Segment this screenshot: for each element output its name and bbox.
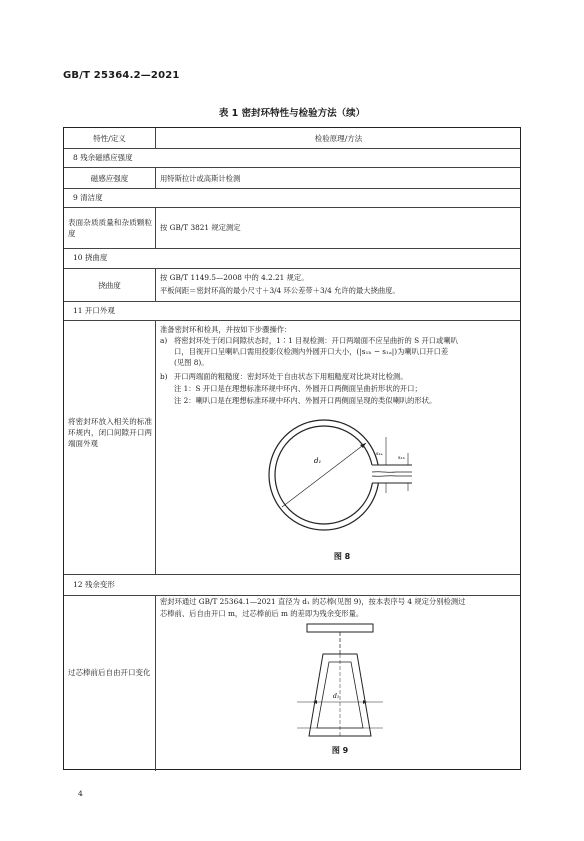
section-9-title-row <box>64 188 520 207</box>
section-11-a-marker: a) <box>160 336 168 345</box>
header-characteristic: 特性/定义 <box>93 134 126 143</box>
section-12-line1: 密封环通过 GB/T 25364.1—2021 直径为 d₁ 的芯棒(见图 9)，按本表序号 4 规定分别检测过 <box>160 597 466 606</box>
section-8-label: 磁感应强度 <box>90 174 129 183</box>
section-11-label: 将密封环放入相关的标准环规内，闭口间隙开口两端面外观 <box>68 417 152 448</box>
section-11-a-text2: 口，目视开口呈喇叭口需用投影仪检测内外圆开口大小，(|s₁ₕ − s₁ₐ|)为喇叭口开口差 <box>174 347 449 356</box>
section-11-a-line1 <box>160 335 516 346</box>
figure-8-ring-diagram <box>262 417 422 535</box>
section-12-label: 过芯棒前后自由开口变化 <box>68 668 151 677</box>
section-11-b-text: 开口两端面的粗糙度：密封环处于自由状态下用粗糙度对比块对比检测。 <box>174 372 408 381</box>
section-10-line1: 按 GB/T 1149.5—2008 中的 4.2.21 规定。 <box>160 273 309 282</box>
inspection-table <box>63 127 521 770</box>
section-11-b-marker: b) <box>160 372 168 381</box>
section-11-b-line <box>160 371 516 382</box>
section-10-label: 挠曲度 <box>98 281 121 290</box>
section-12-row <box>64 595 520 771</box>
section-11-intro: 准备密封环和检具，并按如下步骤操作： <box>160 325 292 334</box>
section-11-note1: 注 1：S 开口是在理想标准环规中环内、外圆开口两侧面呈曲折形状的开口； <box>174 384 422 393</box>
figure-8-dim-s1: s₁ₐ <box>376 451 383 457</box>
section-8-title: 8 残余磁感应强度 <box>73 153 133 162</box>
section-10-line2: 平板间距＝密封环高的最小尺寸＋3/4 环公差带＋3/4 允许的最大挠曲度。 <box>160 286 400 295</box>
figure-8-dim-s2: s₁ₕ <box>398 455 405 461</box>
figure-9-dim-d: d₁ <box>333 693 340 700</box>
section-11-a-text3: (见图 8)。 <box>174 358 209 367</box>
page-number: 4 <box>78 789 83 798</box>
figure-9-mandrel-diagram <box>297 624 387 740</box>
section-11-title: 11 开口外观 <box>73 306 115 315</box>
section-9-method: 按 GB/T 3821 规定测定 <box>160 223 241 232</box>
figure-8-dim-d: d₁ <box>314 457 322 465</box>
section-9-title: 9 清洁度 <box>73 193 103 202</box>
table-header-row <box>64 128 520 148</box>
section-8-title-row <box>64 148 520 167</box>
section-10-row <box>64 268 520 301</box>
section-11-title-row <box>64 301 520 320</box>
table-caption: 表 1 密封环特性与检验方法（续） <box>218 108 366 119</box>
figure-8-label: 图 8 <box>333 552 351 561</box>
section-10-title-row <box>64 248 520 268</box>
section-8-method: 用特斯拉计或高斯计检测 <box>160 174 241 183</box>
section-11-note2: 注 2：喇叭口是在理想标准环规中环内、外圆开口两侧面呈现的类似喇叭的形状。 <box>174 396 437 405</box>
standard-code: GB/T 25364.2—2021 <box>63 70 180 81</box>
section-12-title: 12 残余变形 <box>73 580 115 589</box>
section-8-row <box>64 167 520 188</box>
section-11-row <box>64 320 520 574</box>
section-10-title: 10 挠曲度 <box>73 253 108 262</box>
figure-9-label: 图 9 <box>331 746 349 755</box>
section-12-title-row <box>64 574 520 595</box>
header-method: 检验原理/方法 <box>314 134 363 143</box>
section-11-a-text1: 将密封环处于闭口间隙状态时，1∶1 目视检测：开口两端面不应呈曲折的 S 开口或喇叭 <box>174 336 458 345</box>
section-9-label: 表面杂质质量和杂质颗粒度 <box>68 218 152 238</box>
section-9-row <box>64 207 520 248</box>
section-12-line2: 芯棒前、后自由开口 m，过芯棒前后 m 的差即为残余变形量。 <box>160 609 364 618</box>
